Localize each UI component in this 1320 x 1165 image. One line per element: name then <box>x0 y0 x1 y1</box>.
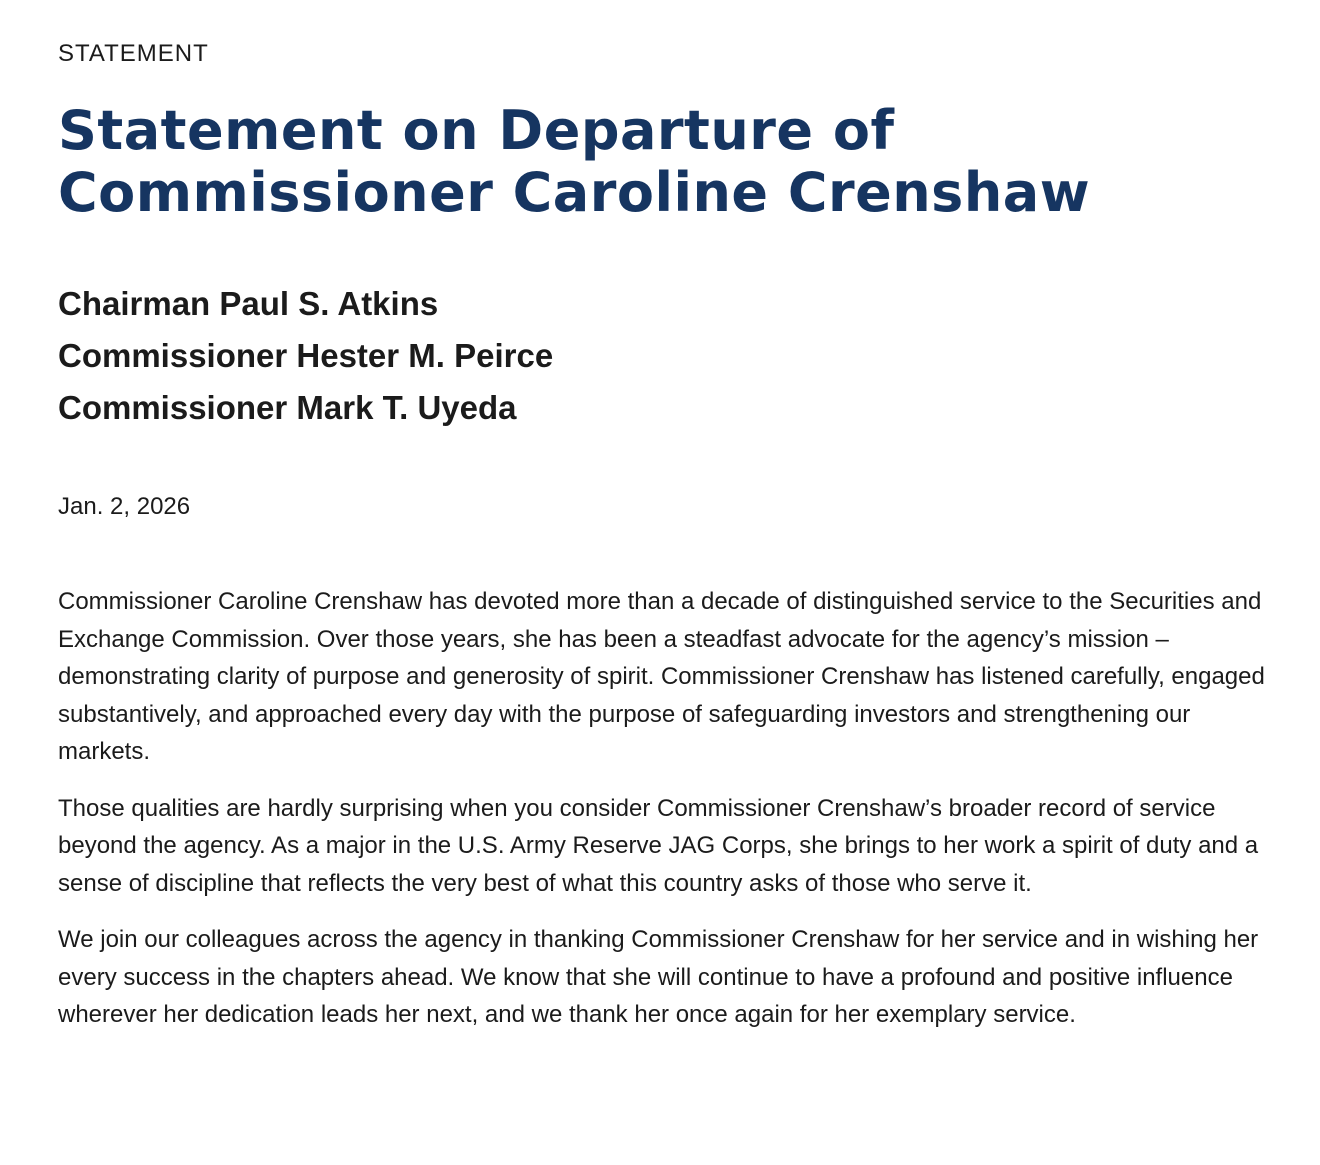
body-paragraph: Those qualities are hardly surprising when you consider Commissioner Crenshaw’s broader record of service beyond the agency. As a major in the U.S. Army Reserve JAG Corps, she brings to her work a spirit of duty and a sense of discipline that reflects the very best of what this country asks of those who serve it. <box>58 794 1259 897</box>
page-title <box>58 100 1278 224</box>
author-name: Commissioner Mark T. Uyeda <box>58 389 517 426</box>
body-paragraph: We join our colleagues across the agency in thanking Commissioner Crenshaw for her service and in wishing her every success in the chapters ahead. We know that she will continue to have a profound and positive influence wherever her dedication leads her next, and we thank her once again for her exemplary service. <box>58 926 1259 1028</box>
content-type-label: STATEMENT <box>58 40 209 67</box>
author-list <box>58 278 553 434</box>
author-name: Chairman Paul S. Atkins <box>58 285 439 322</box>
author-name: Commissioner Hester M. Peirce <box>58 337 554 374</box>
statement-body <box>58 583 1273 1053</box>
publication-date: Jan. 2, 2026 <box>58 493 191 520</box>
page-title-line-2: Commissioner Caroline Crenshaw <box>58 161 1091 224</box>
body-paragraph: Commissioner Caroline Crenshaw has devoted more than a decade of distinguished service to the Securities and Exchange Commission. Over those years, she has been a steadfast advocate for the agency’s mission – demonstrating clarity of purpose and generosity of spirit. Commissioner Crenshaw has listened carefully, engaged substantively, and approached every day with the purpose of safeguarding investors and strengthening our markets. <box>58 588 1265 765</box>
page-title-line-1: Statement on Departure of <box>58 99 895 162</box>
